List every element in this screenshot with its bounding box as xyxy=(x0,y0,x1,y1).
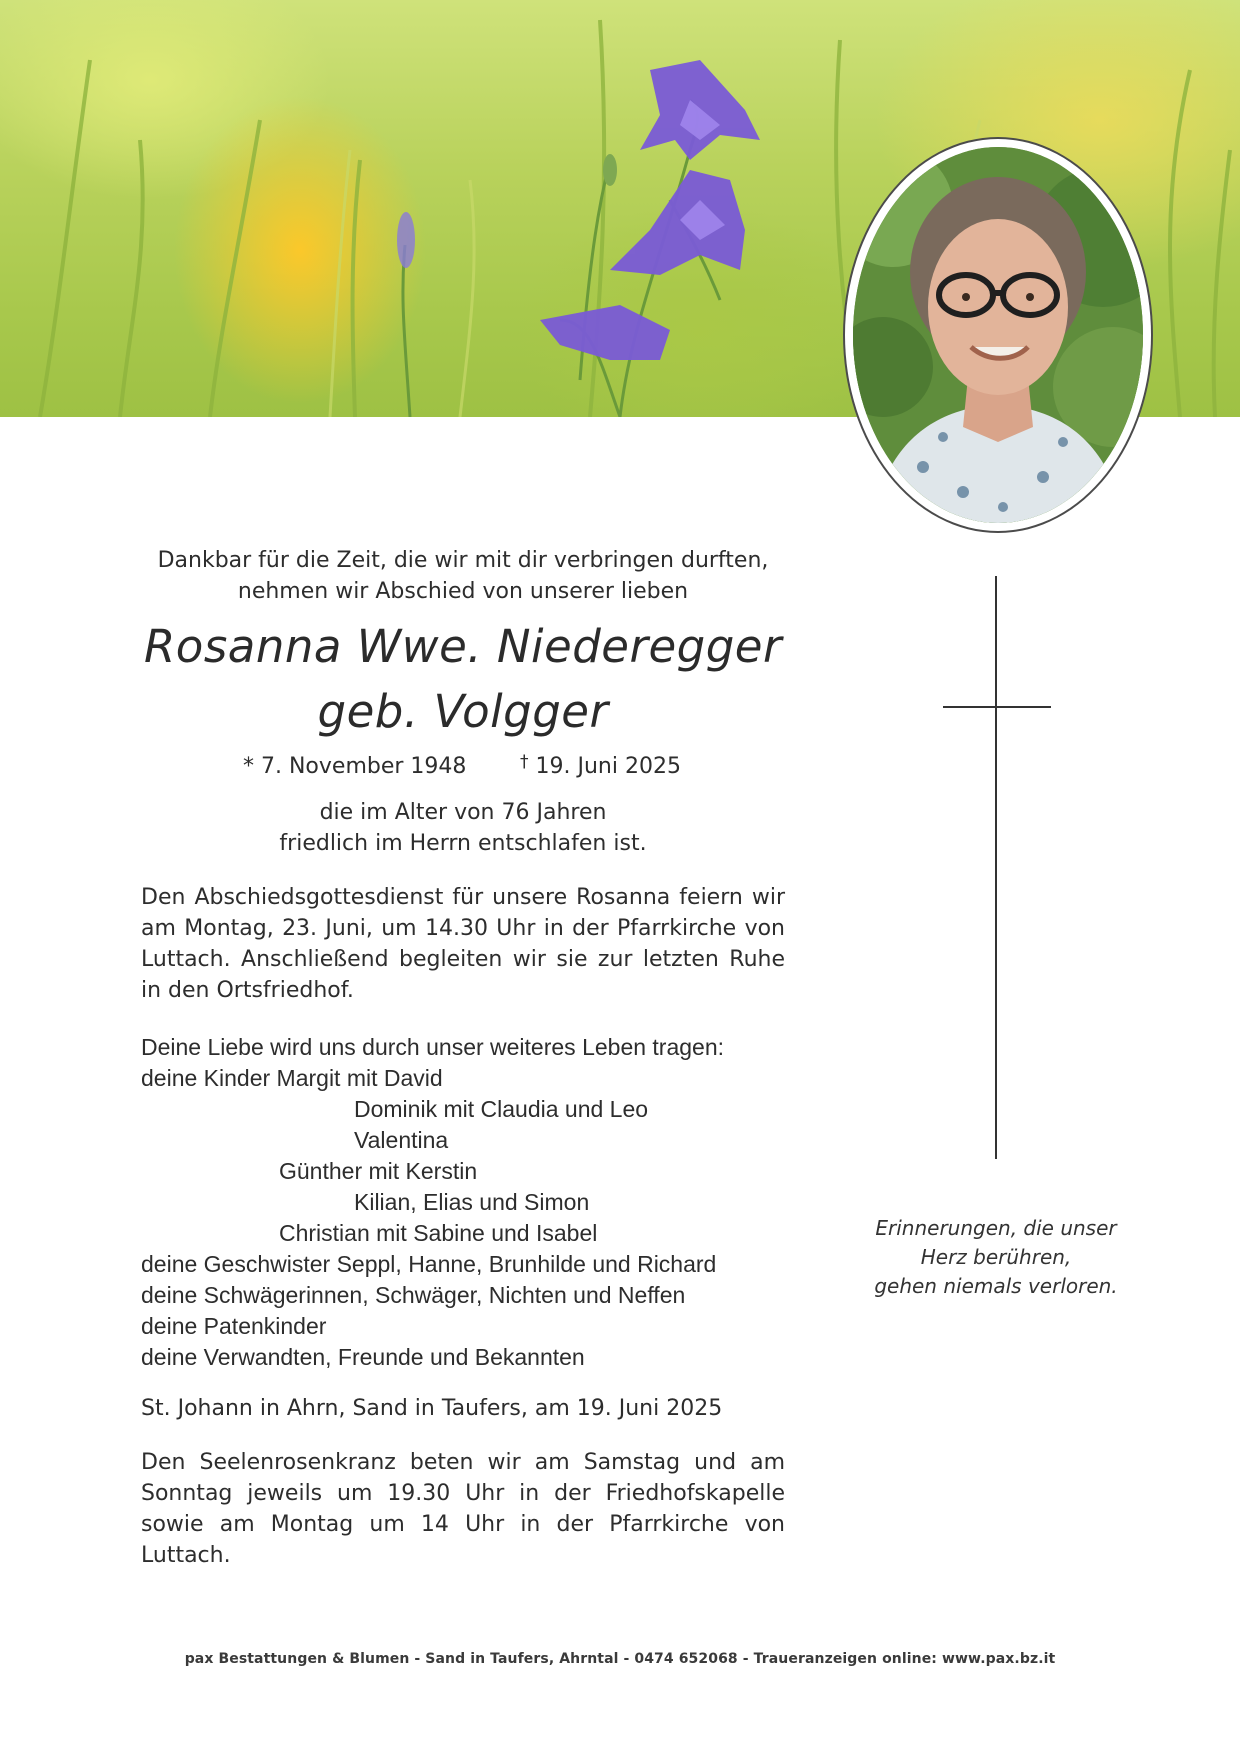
quote-line-2: Herz berühren, xyxy=(920,1245,1072,1269)
intro-line-2: nehmen wir Abschied von unserer lieben xyxy=(237,579,689,604)
age-text xyxy=(141,797,785,859)
intro-line-1: Dankbar für die Zeit, die wir mit dir verbringen durften, xyxy=(157,548,769,573)
quote-line-1: Erinnerungen, die unser xyxy=(875,1216,1117,1240)
family-child-guenther: Günther mit Kerstin xyxy=(279,1158,478,1184)
funeral-service-text: Den Abschiedsgottesdienst für unsere Rosanna feiern wir am Montag, 23. Juni, um 14.30 Uhr in der Pfarrkirche von Luttach. Anschließend begleiten wir sie zur letzten Ruhe in den Ortsfriedhof. xyxy=(141,885,785,1003)
family-grandchildren-2: Valentina xyxy=(354,1127,449,1153)
age-line-1: die im Alter von 76 Jahren xyxy=(319,800,607,825)
family-intro: Deine Liebe wird uns durch unser weiteres Leben tragen: xyxy=(141,1034,725,1060)
rosary-text: Den Seelenrosenkranz beten wir am Samstag und am Sonntag jeweils um 19.30 Uhr in der Friedhofskapelle sowie am Montag um 14 Uhr in der Pfarrkirche von Luttach. xyxy=(141,1450,785,1568)
intro-text xyxy=(141,545,785,607)
age-line-2: friedlich im Herrn entschlafen ist. xyxy=(279,831,647,856)
cross-icon-horizontal xyxy=(943,706,1051,708)
deceased-name: Rosanna Wwe. Niederegger xyxy=(144,620,782,673)
deceased-maiden-name: geb. Volgger xyxy=(317,685,609,738)
place-and-date: St. Johann in Ahrn, Sand in Taufers, am 19. Juni 2025 xyxy=(141,1396,723,1421)
family-inlaws: deine Schwägerinnen, Schwäger, Nichten und Neffen xyxy=(141,1282,686,1308)
portrait-illustration xyxy=(853,147,1143,523)
memorial-quote xyxy=(850,1214,1142,1301)
family-children: deine Kinder Margit mit David xyxy=(141,1065,443,1091)
dagger-icon: † xyxy=(520,752,529,772)
footer-funeral-home: pax Bestattungen & Blumen - Sand in Taufers, Ahrntal - 0474 652068 - Traueranzeigen online: www.pax.bz.it xyxy=(184,1651,1056,1667)
portrait-frame xyxy=(845,139,1151,531)
cross-icon-vertical xyxy=(995,576,997,1159)
family-godchildren: deine Patenkinder xyxy=(141,1313,327,1339)
quote-line-3: gehen niemals verloren. xyxy=(874,1274,1118,1298)
family-child-christian: Christian mit Sabine und Isabel xyxy=(279,1220,598,1246)
portrait-photo xyxy=(853,147,1143,523)
death-date: 19. Juni 2025 xyxy=(535,754,681,779)
death-date-group xyxy=(520,751,681,784)
family-list xyxy=(141,1032,785,1373)
birth-date: * 7. November 1948 xyxy=(243,754,467,779)
family-grandchildren-1: Dominik mit Claudia und Leo xyxy=(354,1096,649,1122)
family-grandchildren-3: Kilian, Elias und Simon xyxy=(354,1189,590,1215)
family-relatives: deine Verwandten, Freunde und Bekannten xyxy=(141,1344,585,1370)
family-siblings: deine Geschwister Seppl, Hanne, Brunhilde und Richard xyxy=(141,1251,717,1277)
